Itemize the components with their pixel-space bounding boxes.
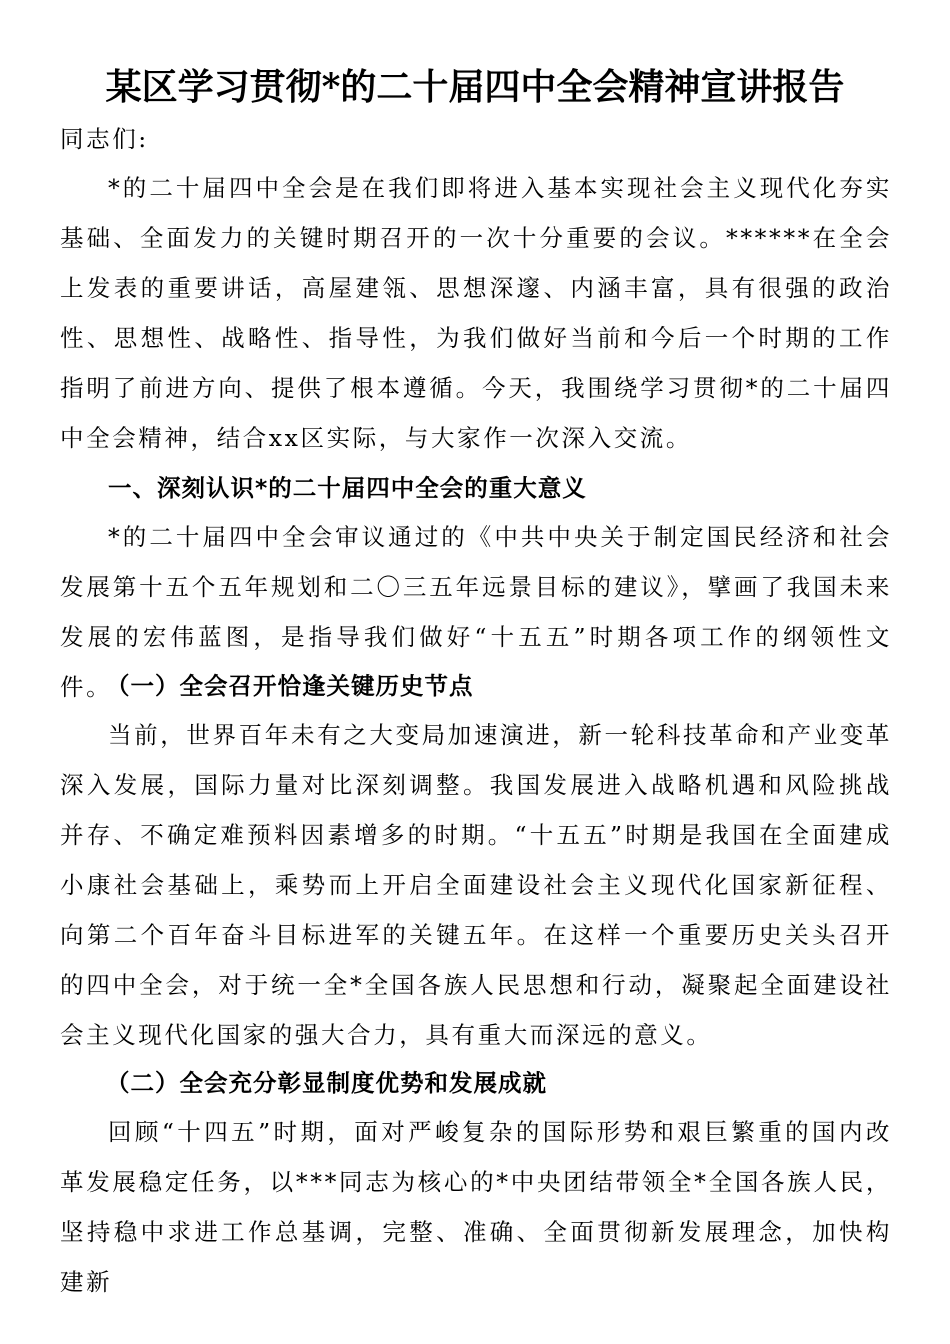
document-title: 某区学习贯彻*的二十届四中全会精神宣讲报告 [105, 66, 845, 108]
subsection1-paragraph: 当前，世界百年未有之大变局加速演进，新一轮科技革命和产业变革深入发展，国际力量对比深刻调整。我国发展进入战略机遇和风险挑战并存、不确定难预料因素增多的时期。“十五五”时期是我国在全面建成小康社会基础上，乘势而上开启全面建设社会主义现代化国家新征程、向第二个百年奋斗目标进军的关键五年。在这样一个重要历史关头召开的四中全会，对于统一全*全国各族人民思想和行动，凝聚起全面建设社会主义现代化国家的强大合力，具有重大而深远的意义。 [60, 721, 892, 1049]
section1-paragraph: *的二十届四中全会审议通过的《中共中央关于制定国民经济和社会发展第十五个五年规划和二〇三五年远景目标的建议》，擘画了我国未来发展的宏伟蓝图，是指导我们做好“十五五”时期各项工作的纲领性文件。 [60, 523, 892, 701]
salutation: 同志们: [60, 125, 149, 153]
intro-paragraph: *的二十届四中全会是在我们即将进入基本实现社会主义现代化夯实基础、全面发力的关键时期召开的一次十分重要的会议。******在全会上发表的重要讲话，高屋建瓴、思想深邃、内涵丰富，具有很强的政治性、思想性、战略性、指导性，为我们做好当前和今后一个时期的工作指明了前进方向、提供了根本遵循。今天，我围绕学习贯彻*的二十届四中全会精神，结合xx区实际，与大家作一次深入交流。 [60, 174, 892, 452]
subsection-heading-2: （二）全会充分彰显制度优势和发展成就 [106, 1069, 547, 1097]
subsection2-paragraph: 回顾“十四五”时期，面对严峻复杂的国际形势和艰巨繁重的国内改革发展稳定任务，以***同志为核心的*中央团结带领全*全国各族人民，坚持稳中求进工作总基调，完整、准确、全面贯彻新发展理念，加快构建新 [60, 1118, 892, 1296]
subsection-heading-1: （一）全会召开恰逢关键历史节点 [106, 672, 474, 700]
section-heading-1: 一、深刻认识*的二十届四中全会的重大意义 [108, 474, 587, 502]
